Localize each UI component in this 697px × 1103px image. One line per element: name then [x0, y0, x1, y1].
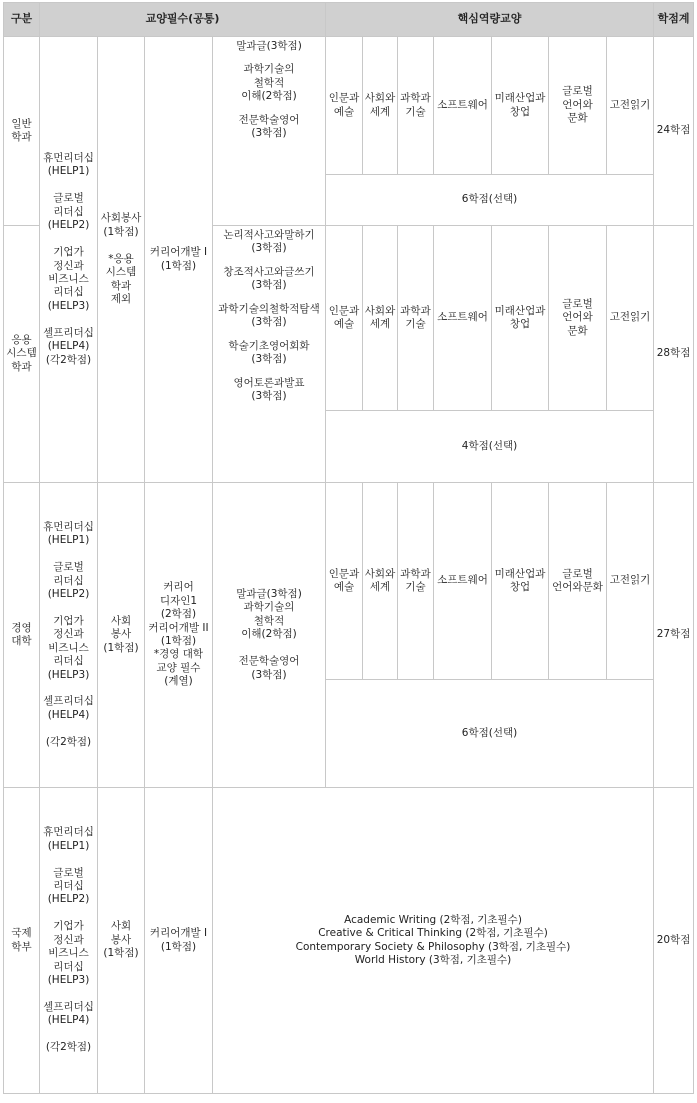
- core-area-software: 소프트웨어: [434, 37, 492, 175]
- core-area-global-language: 글로벌 언어와 문화: [549, 226, 607, 411]
- core-area-science: 과학과 기술: [398, 37, 434, 175]
- international-courses: [213, 788, 654, 1094]
- core-area-software: 소프트웨어: [434, 483, 492, 680]
- social-service-business: 사회 봉사 (1학점): [98, 483, 145, 788]
- core-area-global-language: 글로벌 언어와 문화: [549, 37, 607, 175]
- total-business: 27학점: [654, 483, 694, 788]
- core-area-society: 사회와 세계: [363, 226, 398, 411]
- course: World History (3학점, 기초필수): [354, 953, 512, 966]
- header-row: [4, 3, 694, 37]
- core-area-software: 소프트웨어: [434, 226, 492, 411]
- total-international: 20학점: [654, 788, 694, 1094]
- social-service-shared: 사회봉사 (1학점) *응용 시스템 학과 제외: [98, 37, 145, 483]
- core-area-society: 사회와 세계: [363, 37, 398, 175]
- division-international: 국제 학부: [4, 788, 40, 1094]
- course: Academic Writing (2학점, 기초필수): [344, 913, 522, 926]
- core-area-science: 과학과 기술: [398, 226, 434, 411]
- division-business: 경영 대학: [4, 483, 40, 788]
- course: Creative & Critical Thinking (2학점, 기초필수): [318, 927, 548, 940]
- total-applied: 28학점: [654, 226, 694, 483]
- division-applied: 응용 시스템 학과: [4, 226, 40, 483]
- career-business: 커리어 디자인1 (2학점) 커리어개발 II (1학점) *경영 대학 교양 필수 (계열): [145, 483, 213, 788]
- core-note-business: 6학점(선택): [326, 680, 654, 788]
- table-row-general: [4, 37, 694, 175]
- subject: 영어토론과발표 (3학점): [233, 376, 305, 402]
- core-area-future-industry: 미래산업과 창업: [492, 226, 549, 411]
- subject: 창조적사고와글쓰기 (3학점): [223, 265, 315, 292]
- help-courses-business: 휴먼리더십 (HELP1) 글로벌 리더십 (HELP2) 기업가 정신과 비즈니스 리더십 (HELP3) 셀프리더십 (HELP4) (각2학점): [40, 483, 98, 788]
- career-shared: 커리어개발 I (1학점): [145, 37, 213, 483]
- subject: 학술기초영어회화 (3학점): [228, 339, 310, 366]
- required-subjects-business: [213, 483, 326, 788]
- division-general: 일반 학과: [4, 37, 40, 226]
- required-subjects-applied: [213, 226, 326, 483]
- subject: 과학기술의 철학적 이해(2학점): [241, 63, 297, 103]
- core-note-general: 6학점(선택): [326, 175, 654, 226]
- subject: 전문학술영어 (3학점): [238, 113, 300, 140]
- career-international: 커리어개발 I (1학점): [145, 788, 213, 1094]
- core-area-future-industry: 미래산업과 창업: [492, 37, 549, 175]
- core-area-classics: 고전읽기: [607, 37, 654, 175]
- core-area-humanities: 인문과 예술: [326, 226, 363, 411]
- help-courses-shared: 휴먼리더십 (HELP1) 글로벌 리더십 (HELP2) 기업가 정신과 비즈니스 리더십 (HELP3) 셀프리더십 (HELP4) (각2학점): [40, 37, 98, 483]
- core-area-global-language: 글로벌 언어와문화: [549, 483, 607, 680]
- table-row-business: [4, 483, 694, 680]
- division-header: 구분: [4, 3, 40, 37]
- subject: 전문학술영어 (3학점): [238, 655, 300, 681]
- subject: 말과글(3학점): [236, 40, 302, 52]
- total-general: 24학점: [654, 37, 694, 226]
- subject: 논리적사고와말하기 (3학점): [223, 229, 315, 255]
- course: Contemporary Society & Philosophy (3학점, 기초필수): [295, 940, 571, 953]
- subject: 말과글(3학점) 과학기술의 철학적 이해(2학점): [236, 587, 302, 640]
- core-area-classics: 고전읽기: [607, 226, 654, 411]
- core-area-science: 과학과 기술: [398, 483, 434, 680]
- core-area-future-industry: 미래산업과 창업: [492, 483, 549, 680]
- core-area-classics: 고전읽기: [607, 483, 654, 680]
- table-row-international: [4, 788, 694, 1094]
- core-competency-header: 핵심역량교양: [326, 3, 654, 37]
- core-area-society: 사회와 세계: [363, 483, 398, 680]
- core-note-applied: 4학점(선택): [326, 411, 654, 483]
- help-courses-international: 휴먼리더십 (HELP1) 글로벌 리더십 (HELP2) 기업가 정신과 비즈니스 리더십 (HELP3) 셀프리더십 (HELP4) (각2학점): [40, 788, 98, 1094]
- total-credits-header: 학점계: [654, 3, 694, 37]
- core-area-humanities: 인문과 예술: [326, 37, 363, 175]
- curriculum-table: [3, 2, 694, 1094]
- liberal-required-header: 교양필수(공통): [40, 3, 326, 37]
- subject: 과학기술의철학적탐색 (3학점): [218, 302, 320, 329]
- required-subjects-general: [213, 37, 326, 226]
- core-area-humanities: 인문과 예술: [326, 483, 363, 680]
- social-service-international: 사회 봉사 (1학점): [98, 788, 145, 1094]
